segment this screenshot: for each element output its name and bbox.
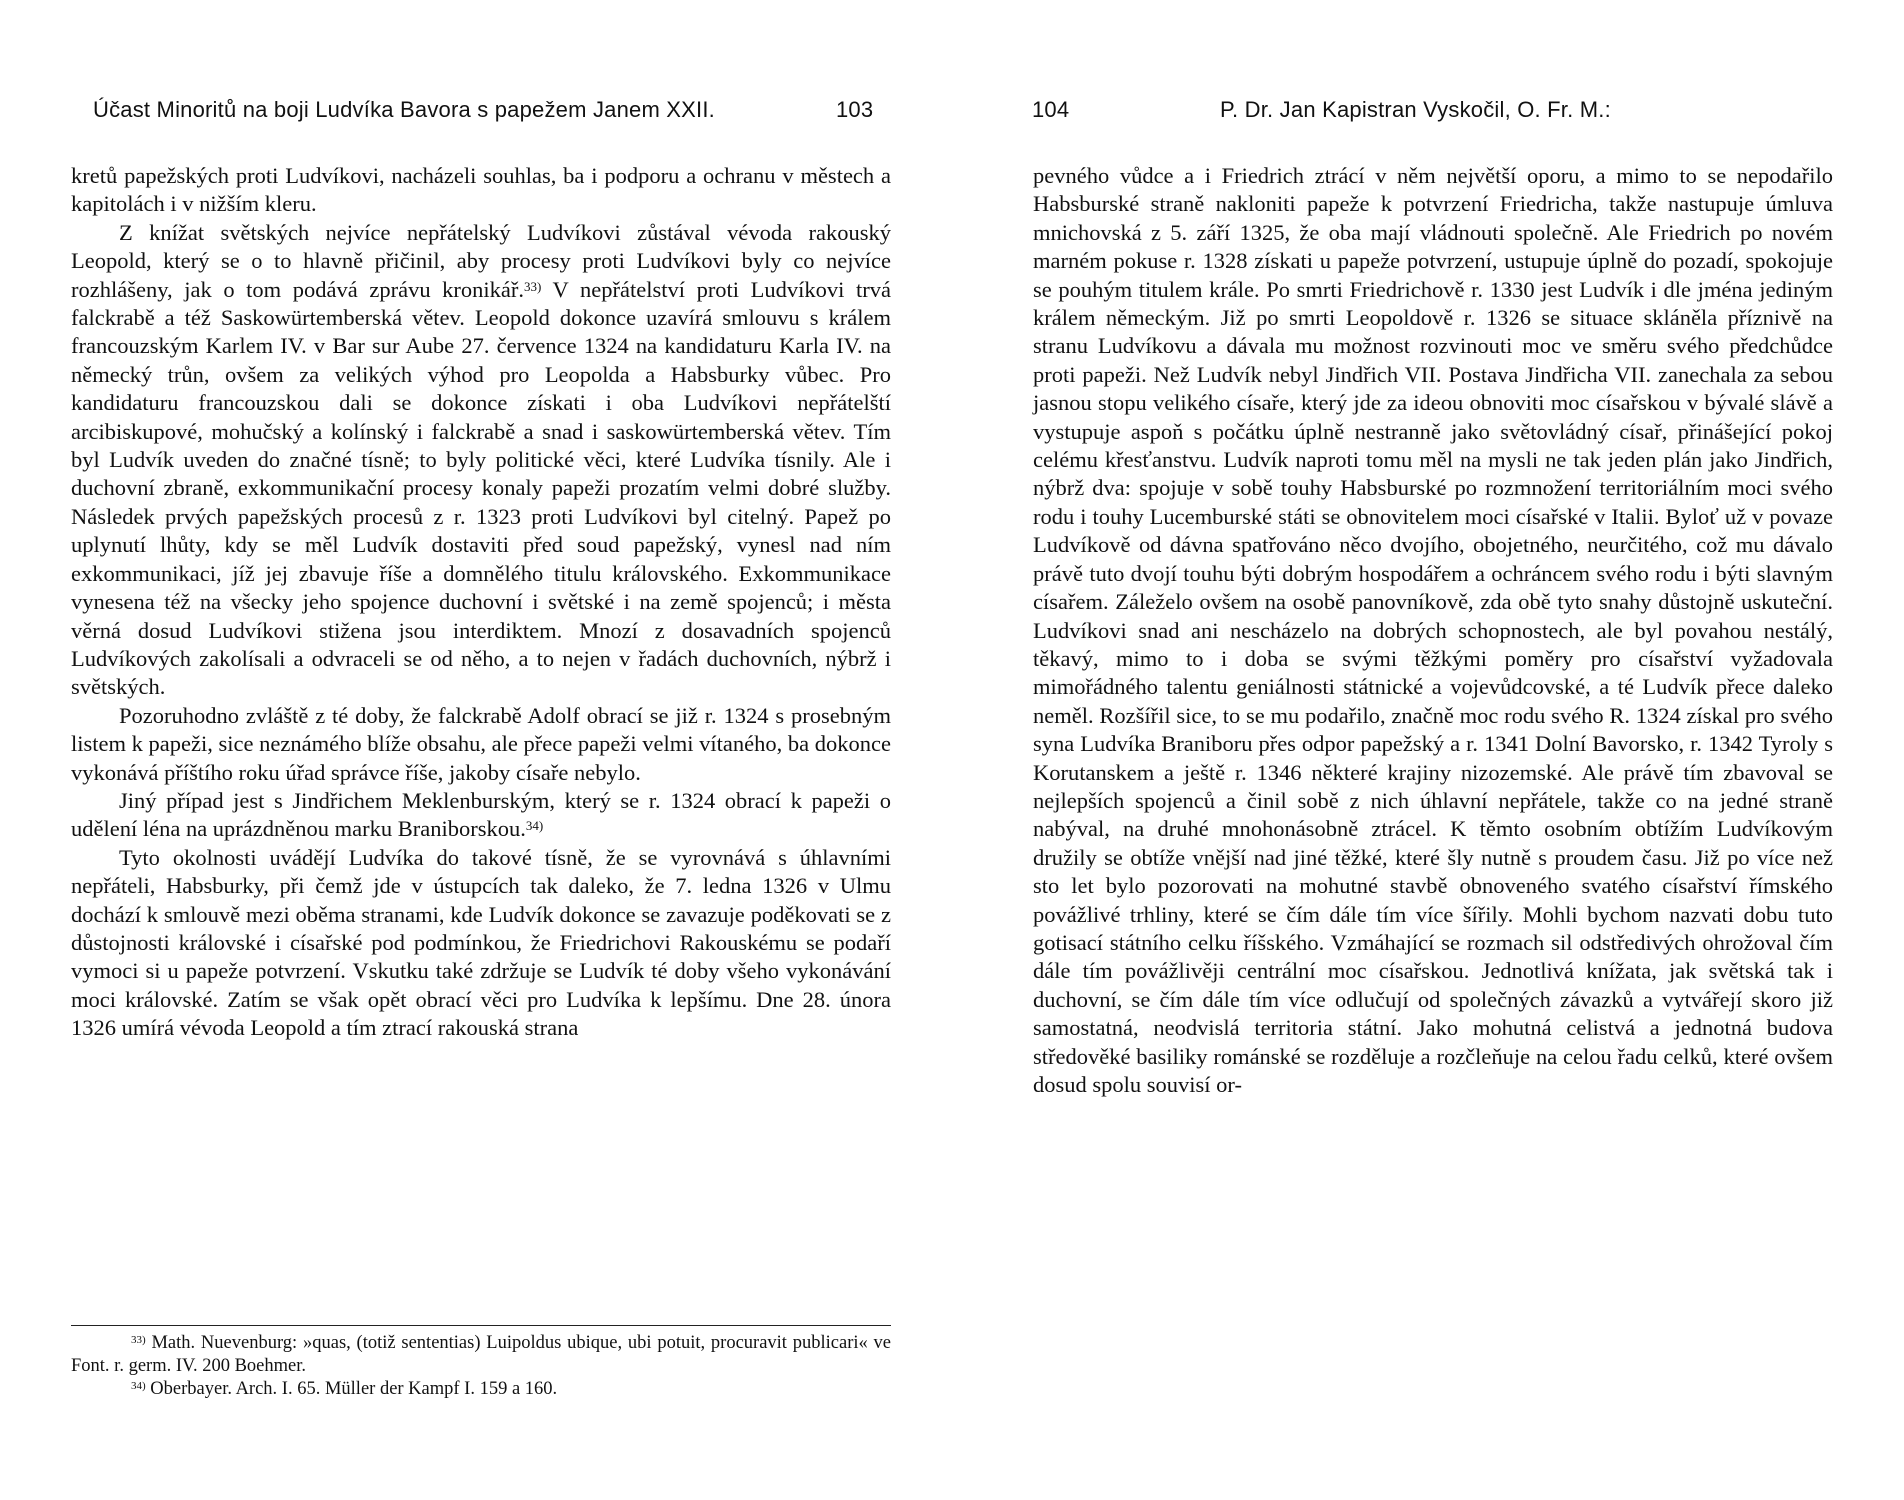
paragraph: Tyto okolnosti uvádějí Ludvíka do takové tísně, že se vyrovnává s úhlavními nepřáteli, Habsburky, při čemž jde v ústupcích tak daleko, že 7. ledna 1326 v Ulmu dochází k smlouvě mezi oběma stranami, kde Ludvík dokonce se zavazuje poděkovati se z důstojnosti královské i císařské pod podmínkou, že Friedrichovi Rakouskému se podaří vymoci si u papeže potvrzení. Vskutku také zdržuje se Ludvík té doby všeho vykonávání moci královské. Zatím se však opět obrací věci pro Ludvíka k lepšímu. Dne 28. února 1326 umírá vévoda Leopold a tím ztrací rakouská strana	[71, 844, 891, 1041]
left-running-title: Účast Minoritů na boji Ludvíka Bavora s papežem Janem XXII.	[93, 97, 715, 122]
paragraph: pevného vůdce a i Friedrich ztrácí v něm největší oporu, a mimo to se nepodařilo Habsburské straně nakloniti papeže k potvrzení Friedricha, takže nastupuje úmluva mnichovská z 5. září 1325, že oba mají vládnouti společně. Ale Friedrich po novém marném pokuse r. 1328 získati u papeže potvrzení, ustupuje úplně do pozadí, spokojuje se pouhým titulem krále. Po smrti Friedrichově r. 1330 jest Ludvík i dle jména jediným králem německým. Již po smrti Leopoldově r. 1326 se situace skláněla příznivě na stranu Ludvíkovu a dávala mu možnost rozvinouti moc ve směru svého předchůdce proti papeži. Než Ludvík nebyl Jindřich VII. Postava Jindřicha VII. zanechala za sebou jasnou stopu velikého císaře, který jde za ideou obnoviti moc císařskou v bývalé slávě a vystupuje aspoň s počátku úplně nestranně jako světovládný císař, přinášející pokoj celému křesťanstvu. Ludvík naproti tomu měl na mysli ne tak jeden plán jako Jindřich, nýbrž dva: spojuje v sobě touhy Habsburské po rozmnožení territoriálním moci svého rodu i touhy Lucemburské státi se obnovitelem moci císařské v Italii. Byloť už v povaze Ludvíkově od dávna spatřováno něco dvojího, obojetného, neurčitého, což mu dávalo právě tuto dvojí touhu býti dobrým hospodářem a ochráncem svého rodu i býti slavným císařem. Záleželo ovšem na osobě panovníkově, zda obě tyto snahy důstojně uskuteční. Ludvíkovi snad ani nescházelo na dobrých schopnostech, ale byl povahou nestálý, těkavý, mimo to i doba se svými těžkými poměry pro císařství vyžadovala mimořádného talentu geniálnosti státnické a vojevůdcovské, a té Ludvík přece daleko neměl. Rozšířil sice, to se mu podařilo, značně moc rodu svého R. 1324 získal pro svého syna Ludvíka Braniboru přes odpor papežský a r. 1341 Dolní Bavorsko, r. 1342 Tyroly s Korutanskem a ještě r. 1346 některé krajiny nizozemské. Ale právě tím zbavoval se nejlepších spojenců a činil sobě z nich úhlavní nepřátele, takže co na jedné straně nabýval, na druhé mnohonásobně ztrácel. K těmto osobním obtížím Ludvíkovým družily se obtíže vnější nad jiné těžké, které šly nutně s proudem času. Již po více než sto let bylo pozorovati na mohutné stavbě obnoveného svatého císařství římského povážlivé trhliny, které se čím dále tím více šířily. Mohli bychom nazvati dobu tuto gotisací státního celku říšského. Vzmáhající se rozmach sil odstředivých ohrožoval čím dále tím povážlivěji centrální moc císařskou. Jednotlivá knížata, jak světská tak i duchovní, se čím dále tím více odlučují od společných závazků a vytvářejí skoro již samostatná, neodvislá territoria státní. Jako mohutná celistvá a jednotná budova středověké basiliky románské se rozděluje a rozčleňuje na celou řadu celků, které ovšem dosud spolu souvisí or-	[1033, 163, 1833, 1097]
footnote-mark: 34)	[131, 1380, 146, 1392]
right-body-text	[1033, 162, 1833, 1099]
left-body-text	[71, 162, 891, 1043]
footnote-ref: 33)	[524, 278, 542, 294]
paragraph: Pozoruhodno zvláště z té doby, že falckrabě Adolf obrací se již r. 1324 s prosebným listem k papeži, sice neznámého blíže obsahu, ale přece papeži velmi vítaného, ba dokonce vykonává příštího roku úřad správce říše, jakoby císaře nebylo.	[71, 702, 891, 785]
footnote-divider	[71, 1325, 891, 1326]
paragraph: kretů papežských proti Ludvíkovi, nacházeli souhlas, ba i podporu a ochranu v městech a kapitolách i v nižším kleru.	[71, 163, 891, 217]
footnotes	[71, 1332, 891, 1401]
footnote: $^{34)}$ Oberbayer. Arch. I. 65. Müller der Kampf I. 159 a 160.	[131, 1379, 558, 1399]
right-page	[952, 0, 1904, 1500]
footnote: $^{33)}$ Math. Nuevenburg: »quas, (totiž sententias) Luipoldus ubique, ubi potuit, procuravit publicari« ve Font. r. germ. IV. 200 Boehmer.	[71, 1333, 891, 1376]
paragraph: Z knížat světských nejvíce nepřátelský Ludvíkovi zůstával vévoda rakouský Leopold, který se o to hlavně přičinil, aby procesy proti Ludvíkovi byly co nejvíce rozhlášeny, jak o tom podává zprávu kronikář.$^{33)}$ V nepřátelství proti Ludvíkovi trvá falckrabě a též Saskowürtemberská větev. Leopold dokonce uzavírá smlouvu s králem francouzským Karlem IV. v Bar sur Aube 27. července 1324 na kandidaturu Karla IV. na německý trůn, ovšem za velikých výhod pro Leopolda a Habsburky vůbec. Pro kandidaturu francouzskou dali se dokonce získati i oba Ludvíkovi nepřátelští arcibiskupové, mohučský a kolínský i falckrabě a snad i saskowürtemberská větev. Tím byl Ludvík uveden do značné tísně; to byly politické věci, které Ludvíka tísnily. Ale i duchovní zbraně, exkommunikační procesy konaly papeži prozatím velmi dobré služby. Následek prvých papežských procesů z r. 1323 proti Ludvíkovi byl citelný. Papež po uplynutí lhůty, kdy se měl Ludvík dostaviti před soud papežský, vynesl nad ním exkommunikaci, jíž jej zbavuje říše a domnělého titulu královského. Exkommunikace vynesena též na všecky jeho spojence duchovní i světské i na země spojenců; i města věrná dosud Ludvíkovi stižena jsou interdiktem. Mnozí z dosavadních spojenců Ludvíkových zakolísali a odvraceli se od něho, a to nejen v řadách duchovních, nýbrž i světských.	[71, 219, 891, 700]
right-page-number: 104	[1032, 97, 1070, 122]
footnote-ref: 34)	[525, 818, 544, 834]
paragraph: Jiný případ jest s Jindřichem Meklenburským, který se r. 1324 obrací k papeži o udělení léna na uprázdněnou marku Braniborskou.$^{34)}$	[71, 787, 891, 842]
footnote-mark: 33)	[131, 1334, 146, 1346]
left-page-number: 103	[836, 97, 874, 122]
right-running-title: P. Dr. Jan Kapistran Vyskočil, O. Fr. M.:	[1220, 97, 1611, 122]
